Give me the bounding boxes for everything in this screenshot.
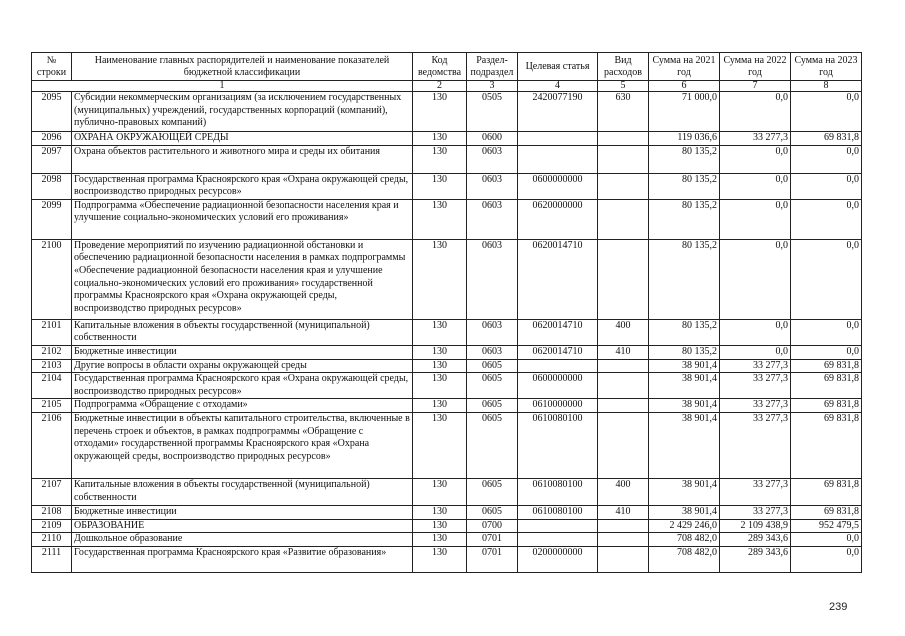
row-sum-2023: 69 831,8 xyxy=(791,399,862,413)
row-target: 0620014710 xyxy=(518,239,598,319)
row-sum-2021: 38 901,4 xyxy=(649,478,720,505)
table-row xyxy=(32,546,862,572)
row-section: 0505 xyxy=(467,92,518,132)
row-target xyxy=(518,359,598,373)
row-sum-2021: 2 429 246,0 xyxy=(649,519,720,533)
row-dept-code: 130 xyxy=(413,173,467,199)
row-sum-2022: 33 277,3 xyxy=(720,132,791,146)
row-section: 0701 xyxy=(467,533,518,547)
column-number: 6 xyxy=(649,81,720,92)
table-row xyxy=(32,173,862,199)
row-sum-2023: 0,0 xyxy=(791,199,862,239)
row-dept-code: 130 xyxy=(413,505,467,519)
row-number: 2104 xyxy=(32,373,72,399)
row-sum-2022: 33 277,3 xyxy=(720,359,791,373)
table-row xyxy=(32,92,862,132)
row-sum-2021: 38 901,4 xyxy=(649,505,720,519)
column-number: 7 xyxy=(720,81,791,92)
row-sum-2021: 119 036,6 xyxy=(649,132,720,146)
row-section: 0605 xyxy=(467,399,518,413)
row-dept-code: 130 xyxy=(413,319,467,345)
row-sum-2021: 80 135,2 xyxy=(649,319,720,345)
row-target xyxy=(518,145,598,173)
row-sum-2023: 0,0 xyxy=(791,546,862,572)
row-name: ОХРАНА ОКРУЖАЮЩЕЙ СРЕДЫ xyxy=(72,132,413,146)
row-dept-code: 130 xyxy=(413,533,467,547)
row-sum-2022: 0,0 xyxy=(720,145,791,173)
row-sum-2023: 0,0 xyxy=(791,145,862,173)
row-name: Проведение мероприятий по изучению радиационной обстановки и обеспечению радиационной безопасности населения в рамках подпрограммы «Обеспечение радиационной безопасности населения края и улучшение социально-экономических условий его проживания» государственной программы Красноярского края «Охрана окружающей среды, воспроизводство природных ресурсов» xyxy=(72,239,413,319)
row-exp-type xyxy=(598,399,649,413)
header-sum-2022: Сумма на 2022 год xyxy=(720,53,791,81)
row-sum-2023: 0,0 xyxy=(791,239,862,319)
row-sum-2022: 0,0 xyxy=(720,173,791,199)
row-section: 0605 xyxy=(467,478,518,505)
row-number: 2111 xyxy=(32,546,72,572)
row-number: 2108 xyxy=(32,505,72,519)
row-exp-type xyxy=(598,359,649,373)
table-row xyxy=(32,199,862,239)
budget-table xyxy=(31,52,862,573)
table-row xyxy=(32,345,862,359)
row-sum-2022: 33 277,3 xyxy=(720,399,791,413)
row-dept-code: 130 xyxy=(413,546,467,572)
row-sum-2021: 708 482,0 xyxy=(649,533,720,547)
row-section: 0700 xyxy=(467,519,518,533)
row-exp-type xyxy=(598,546,649,572)
column-number: 1 xyxy=(32,81,413,92)
row-sum-2021: 80 135,2 xyxy=(649,173,720,199)
row-sum-2021: 38 901,4 xyxy=(649,359,720,373)
row-sum-2021: 38 901,4 xyxy=(649,412,720,478)
row-target xyxy=(518,132,598,146)
row-sum-2021: 80 135,2 xyxy=(649,145,720,173)
table-row xyxy=(32,478,862,505)
column-number: 8 xyxy=(791,81,862,92)
row-exp-type xyxy=(598,173,649,199)
row-sum-2023: 0,0 xyxy=(791,533,862,547)
row-section: 0600 xyxy=(467,132,518,146)
table-row xyxy=(32,319,862,345)
row-dept-code: 130 xyxy=(413,412,467,478)
header-row-no: № строки xyxy=(32,53,72,81)
row-name: Государственная программа Красноярского края «Развитие образования» xyxy=(72,546,413,572)
row-sum-2023: 0,0 xyxy=(791,319,862,345)
row-number: 2106 xyxy=(32,412,72,478)
row-sum-2022: 0,0 xyxy=(720,319,791,345)
row-sum-2022: 33 277,3 xyxy=(720,505,791,519)
row-dept-code: 130 xyxy=(413,132,467,146)
table-row xyxy=(32,505,862,519)
row-section: 0605 xyxy=(467,505,518,519)
row-section: 0605 xyxy=(467,359,518,373)
row-exp-type xyxy=(598,132,649,146)
row-name: Субсидии некоммерческим организациям (за исключением государственных (муниципальных) учреждений, государственных корпораций (компаний), публично-правовых компаний) xyxy=(72,92,413,132)
row-dept-code: 130 xyxy=(413,359,467,373)
row-name: Бюджетные инвестиции xyxy=(72,345,413,359)
row-target: 0600000000 xyxy=(518,173,598,199)
row-name: Подпрограмма «Обеспечение радиационной безопасности населения края и улучшение социально-экономических условий его проживания» xyxy=(72,199,413,239)
row-sum-2022: 2 109 438,9 xyxy=(720,519,791,533)
row-number: 2098 xyxy=(32,173,72,199)
row-number: 2095 xyxy=(32,92,72,132)
row-name: Государственная программа Красноярского края «Охрана окружающей среды, воспроизводство природных ресурсов» xyxy=(72,373,413,399)
row-sum-2021: 708 482,0 xyxy=(649,546,720,572)
column-number: 5 xyxy=(598,81,649,92)
header-sum-2023: Сумма на 2023 год xyxy=(791,53,862,81)
row-sum-2022: 289 343,6 xyxy=(720,533,791,547)
row-sum-2021: 38 901,4 xyxy=(649,373,720,399)
row-dept-code: 130 xyxy=(413,399,467,413)
row-section: 0603 xyxy=(467,173,518,199)
row-target: 0620014710 xyxy=(518,319,598,345)
header-exp-type: Вид расходов xyxy=(598,53,649,81)
column-number-row xyxy=(32,81,862,92)
row-sum-2023: 69 831,8 xyxy=(791,132,862,146)
table-row xyxy=(32,533,862,547)
row-name: Дошкольное образование xyxy=(72,533,413,547)
row-target xyxy=(518,519,598,533)
row-name: Бюджетные инвестиции xyxy=(72,505,413,519)
row-exp-type xyxy=(598,412,649,478)
header-target: Целевая статья xyxy=(518,53,598,81)
row-exp-type: 410 xyxy=(598,505,649,519)
row-sum-2023: 0,0 xyxy=(791,173,862,199)
row-sum-2022: 0,0 xyxy=(720,92,791,132)
table-row xyxy=(32,145,862,173)
row-dept-code: 130 xyxy=(413,345,467,359)
row-number: 2102 xyxy=(32,345,72,359)
row-section: 0603 xyxy=(467,239,518,319)
row-number: 2103 xyxy=(32,359,72,373)
row-number: 2101 xyxy=(32,319,72,345)
row-name: Капитальные вложения в объекты государственной (муниципальной) собственности xyxy=(72,319,413,345)
row-section: 0605 xyxy=(467,412,518,478)
row-sum-2021: 38 901,4 xyxy=(649,399,720,413)
row-number: 2097 xyxy=(32,145,72,173)
row-name: ОБРАЗОВАНИЕ xyxy=(72,519,413,533)
row-section: 0605 xyxy=(467,373,518,399)
header-section: Раздел-подраздел xyxy=(467,53,518,81)
table-row xyxy=(32,519,862,533)
row-exp-type xyxy=(598,145,649,173)
row-sum-2023: 952 479,5 xyxy=(791,519,862,533)
row-number: 2107 xyxy=(32,478,72,505)
table-row xyxy=(32,359,862,373)
row-section: 0603 xyxy=(467,145,518,173)
column-number: 4 xyxy=(518,81,598,92)
row-number: 2109 xyxy=(32,519,72,533)
row-dept-code: 130 xyxy=(413,478,467,505)
row-sum-2023: 69 831,8 xyxy=(791,373,862,399)
table-row xyxy=(32,239,862,319)
row-sum-2022: 33 277,3 xyxy=(720,373,791,399)
row-exp-type xyxy=(598,533,649,547)
row-number: 2110 xyxy=(32,533,72,547)
row-sum-2021: 80 135,2 xyxy=(649,199,720,239)
row-target: 0610080100 xyxy=(518,412,598,478)
row-dept-code: 130 xyxy=(413,92,467,132)
row-dept-code: 130 xyxy=(413,373,467,399)
row-exp-type: 410 xyxy=(598,345,649,359)
row-section: 0603 xyxy=(467,319,518,345)
row-section: 0701 xyxy=(467,546,518,572)
row-dept-code: 130 xyxy=(413,519,467,533)
header-name: Наименование главных распорядителей и наименование показателей бюджетной классификации xyxy=(72,53,413,81)
row-name: Подпрограмма «Обращение с отходами» xyxy=(72,399,413,413)
page-number: 239 xyxy=(829,601,848,613)
row-target: 0610000000 xyxy=(518,399,598,413)
row-sum-2022: 0,0 xyxy=(720,239,791,319)
row-target: 2420077190 xyxy=(518,92,598,132)
row-name: Другие вопросы в области охраны окружающей среды xyxy=(72,359,413,373)
row-name: Государственная программа Красноярского края «Охрана окружающей среды, воспроизводство природных ресурсов» xyxy=(72,173,413,199)
column-number: 2 xyxy=(413,81,467,92)
row-sum-2022: 289 343,6 xyxy=(720,546,791,572)
row-number: 2099 xyxy=(32,199,72,239)
header-dept-code: Код ведомства xyxy=(413,53,467,81)
row-target: 0600000000 xyxy=(518,373,598,399)
row-sum-2023: 69 831,8 xyxy=(791,505,862,519)
row-exp-type xyxy=(598,519,649,533)
row-target: 0200000000 xyxy=(518,546,598,572)
row-sum-2022: 33 277,3 xyxy=(720,412,791,478)
row-sum-2022: 33 277,3 xyxy=(720,478,791,505)
row-sum-2022: 0,0 xyxy=(720,199,791,239)
row-sum-2023: 0,0 xyxy=(791,345,862,359)
row-sum-2022: 0,0 xyxy=(720,345,791,359)
row-sum-2023: 69 831,8 xyxy=(791,359,862,373)
header-row xyxy=(32,53,862,81)
row-exp-type xyxy=(598,239,649,319)
row-dept-code: 130 xyxy=(413,239,467,319)
table-row xyxy=(32,399,862,413)
row-sum-2023: 69 831,8 xyxy=(791,412,862,478)
table-row xyxy=(32,412,862,478)
row-target: 0610080100 xyxy=(518,505,598,519)
row-sum-2023: 69 831,8 xyxy=(791,478,862,505)
row-exp-type: 400 xyxy=(598,319,649,345)
row-name: Охрана объектов растительного и животного мира и среды их обитания xyxy=(72,145,413,173)
row-number: 2096 xyxy=(32,132,72,146)
row-sum-2021: 71 000,0 xyxy=(649,92,720,132)
row-number: 2105 xyxy=(32,399,72,413)
row-dept-code: 130 xyxy=(413,199,467,239)
row-exp-type xyxy=(598,199,649,239)
row-name: Капитальные вложения в объекты государственной (муниципальной) собственности xyxy=(72,478,413,505)
row-section: 0603 xyxy=(467,345,518,359)
table-body xyxy=(32,92,862,573)
row-dept-code: 130 xyxy=(413,145,467,173)
row-section: 0603 xyxy=(467,199,518,239)
row-target: 0620014710 xyxy=(518,345,598,359)
row-sum-2021: 80 135,2 xyxy=(649,345,720,359)
row-name: Бюджетные инвестиции в объекты капитального строительства, включенные в перечень строек и объектов, в рамках подпрограммы «Обращение с отходами» государственной программы Красноярского края «Охрана окружающей среды, воспроизводство природных ресурсов» xyxy=(72,412,413,478)
row-exp-type: 630 xyxy=(598,92,649,132)
column-number: 3 xyxy=(467,81,518,92)
row-sum-2021: 80 135,2 xyxy=(649,239,720,319)
row-exp-type xyxy=(598,373,649,399)
header-sum-2021: Сумма на 2021 год xyxy=(649,53,720,81)
row-target: 0610080100 xyxy=(518,478,598,505)
row-target: 0620000000 xyxy=(518,199,598,239)
table-row xyxy=(32,132,862,146)
row-target xyxy=(518,533,598,547)
table-row xyxy=(32,373,862,399)
row-sum-2023: 0,0 xyxy=(791,92,862,132)
row-number: 2100 xyxy=(32,239,72,319)
row-exp-type: 400 xyxy=(598,478,649,505)
